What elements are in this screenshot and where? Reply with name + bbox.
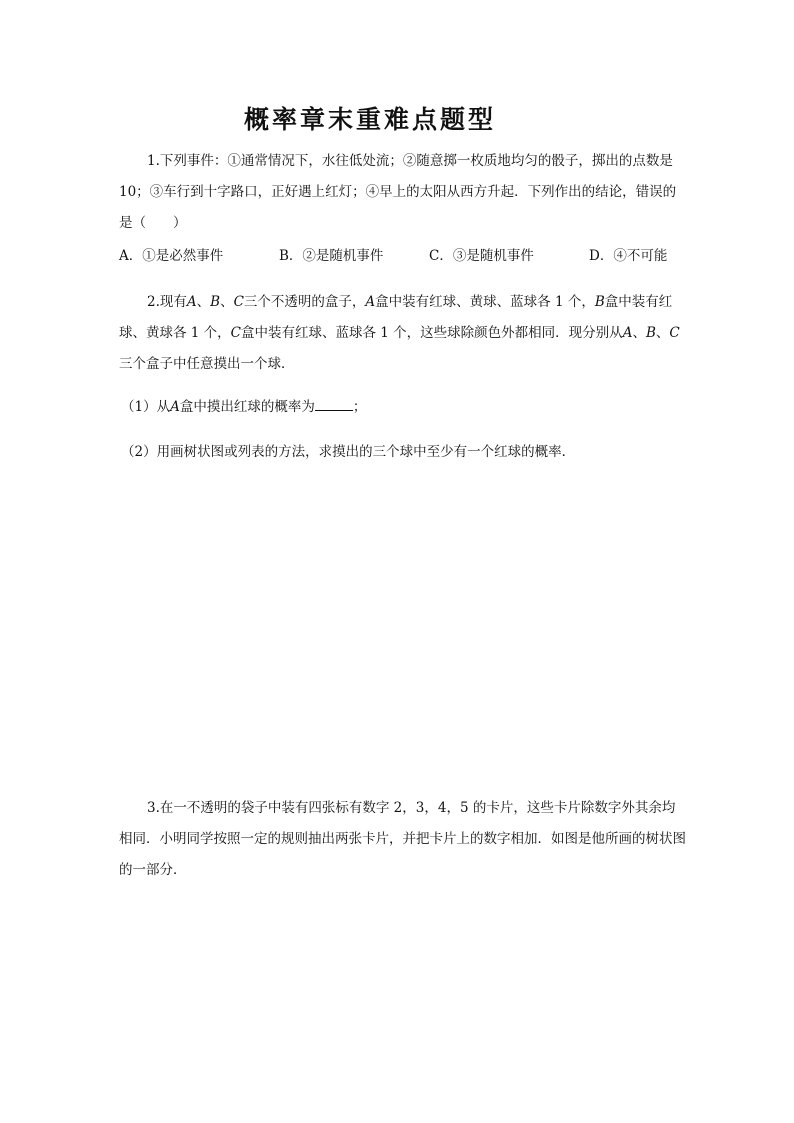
option-c: C．③是随机事件 [429, 248, 534, 264]
q2-text-part: 三个盒子中任意摸出一个球． [119, 356, 295, 372]
question-1-text: 1.下列事件：①通常情况下，水往低处流；②随意掷一枚质地均匀的骰子，掷出的点数是 10；③车行到十字路口，正好遇上红灯；④早上的太阳从西方升起．下列作出的结论，错误的是（ ） [119, 153, 677, 231]
question-2-part-1 [121, 392, 366, 423]
question-2-text [119, 287, 687, 380]
sub1-var-a: A [170, 399, 180, 415]
q2-sep: 、 [632, 325, 646, 341]
q2-text-part: 三个不透明的盒子， [243, 294, 366, 310]
q2-var-b: B [645, 325, 656, 341]
q2-var-b: B [594, 294, 605, 310]
option-a: A．①是必然事件 [119, 248, 224, 264]
q2-var-c: C [669, 325, 680, 341]
question-1-options [119, 241, 687, 272]
sub1-end: ； [352, 399, 367, 415]
q2-text-part: 盒中装有红球、黄球、蓝球各 1 个， [375, 294, 595, 310]
q2-var-a: A [365, 294, 376, 310]
option-b: B．②是随机事件 [279, 248, 384, 264]
q2-var-c: C [233, 294, 244, 310]
q2-sep: 、 [196, 294, 211, 310]
page-title: 概率章末重难点题型 [243, 105, 496, 134]
option-d: D．④不可能 [589, 248, 668, 264]
q2-var-b: B [210, 294, 221, 310]
q2-text-part: 2.现有 [147, 294, 187, 310]
q2-text-part: 盒中装有红球、蓝球各 1 个，这些球除颜色外都相同．现分别从 [241, 325, 623, 341]
q2-var-a: A [186, 294, 197, 310]
q2-sep: 、 [655, 325, 670, 341]
q2-sep: 、 [220, 294, 234, 310]
answer-blank[interactable] [315, 396, 353, 411]
question-2-part-2: （2）用画树状图或列表的方法，求摸出的三个球中至少有一个红球的概率． [121, 444, 576, 460]
sub1-text: 盒中摸出红球的概率为 [179, 399, 315, 415]
q2-var-c: C [230, 325, 242, 341]
sub1-prefix: （1）从 [121, 399, 171, 415]
question-3-text: 3.在一不透明的袋子中装有四张标有数字 2，3，4，5 的卡片，这些卡片除数字外其余均相同．小明同学按照一定的规则抽出两张卡片，并把卡片上的数字相加．如图是他所画的树状图的一部分． [119, 800, 686, 878]
q2-var-a: A [622, 325, 633, 341]
q2-text-part: 盒中装有红球、黄球各 1 个， [119, 294, 673, 341]
